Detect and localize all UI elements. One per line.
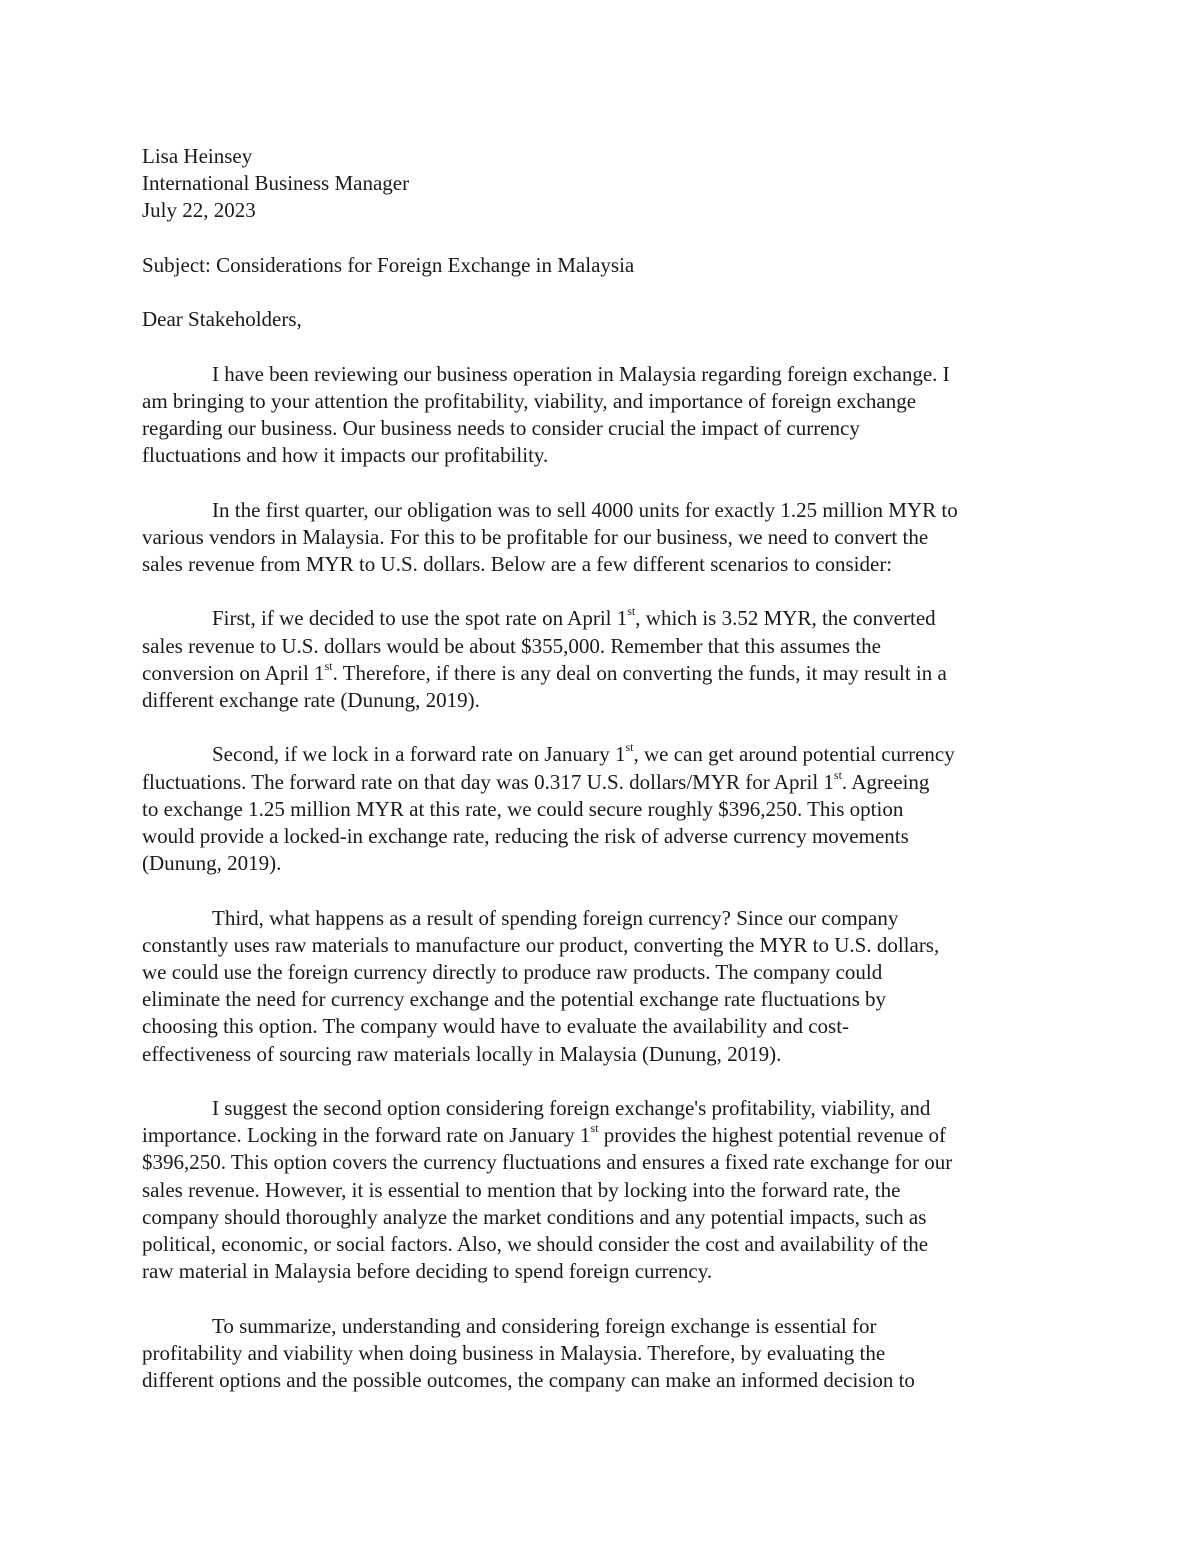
text-run: am bringing to your attention the profitability, viability, and importance of foreign exchange: [142, 388, 917, 413]
text-run: I suggest the second option considering foreign exchange's profitability, viability, and: [212, 1095, 931, 1120]
text-run: raw material in Malaysia before deciding to spend foreign currency.: [142, 1259, 713, 1284]
text-run: fluctuations. The forward rate on that day was 0.317 U.S. dollars/MYR for April 1: [142, 769, 834, 794]
text-run: would provide a locked-in exchange rate, reducing the risk of adverse currency movements: [142, 823, 909, 848]
spacer: [142, 469, 1058, 496]
text-run: , which is 3.52 MYR, the converted: [635, 606, 936, 631]
paragraph-line: [142, 741, 1058, 768]
text-run: sales revenue. However, it is essential to mention that by locking into the forward rate, the: [142, 1177, 901, 1202]
body-paragraph: [142, 1095, 1058, 1285]
text-run: regarding our business. Our business needs to consider crucial the impact of currency: [142, 415, 860, 440]
paragraph-line: [142, 605, 1058, 632]
paragraph-line: [142, 442, 1058, 469]
paragraph-line: [142, 1231, 1058, 1258]
text-run: To summarize, understanding and considering foreign exchange is essential for: [212, 1313, 877, 1338]
text-run: conversion on April 1: [142, 660, 325, 685]
text-run: choosing this option. The company would have to evaluate the availability and cost-: [142, 1014, 850, 1039]
text-run: various vendors in Malaysia. For this to be profitable for our business, we need to convert the: [142, 524, 929, 549]
text-run: sales revenue to U.S. dollars would be about $355,000. Remember that this assumes the: [142, 633, 881, 658]
text-run: eliminate the need for currency exchange and the potential exchange rate fluctuations by: [142, 987, 887, 1012]
ordinal-suffix: st: [590, 1121, 599, 1136]
body-paragraph: [142, 497, 1058, 579]
text-run: fluctuations and how it impacts our profitability.: [142, 443, 549, 468]
spacer: [142, 1285, 1058, 1312]
paragraph-line: [142, 1041, 1058, 1068]
body-paragraph: [142, 1313, 1058, 1395]
paragraph-line: [142, 796, 1058, 823]
text-run: different options and the possible outcomes, the company can make an informed decision to: [142, 1368, 915, 1392]
text-run: sales revenue from MYR to U.S. dollars. Below are a few different scenarios to consider:: [142, 551, 893, 576]
body-paragraph: [142, 361, 1058, 470]
paragraph-line: [142, 1340, 1058, 1367]
paragraph-line: [142, 986, 1058, 1013]
ordinal-suffix: st: [625, 740, 634, 755]
spacer: [142, 333, 1058, 360]
paragraph-line: [142, 1095, 1058, 1122]
text-run: different exchange rate (Dunung, 2019).: [142, 687, 480, 712]
paragraph-line: [142, 850, 1058, 877]
text-run: $396,250. This option covers the currency fluctuations and ensures a fixed rate exchange for our: [142, 1150, 953, 1175]
ordinal-suffix: st: [324, 658, 333, 673]
text-run: constantly uses raw materials to manufacture our product, converting the MYR to U.S. dollars,: [142, 932, 940, 957]
sender-title: International Business Manager: [142, 171, 410, 196]
spacer: [142, 877, 1058, 904]
sender-name: Lisa Heinsey: [142, 144, 253, 168]
text-run: we could use the foreign currency directly to produce raw products. The company could: [142, 959, 883, 984]
paragraph-line: [142, 932, 1058, 959]
paragraph-line: [142, 497, 1058, 524]
paragraph-line: [142, 1122, 1058, 1149]
paragraph-line: [142, 687, 1058, 714]
text-run: company should thoroughly analyze the market conditions and any potential impacts, such as: [142, 1204, 927, 1229]
paragraph-line: [142, 415, 1058, 442]
spacer: [142, 225, 1058, 252]
spacer: [142, 279, 1058, 306]
text-run: effectiveness of sourcing raw materials locally in Malaysia (Dunung, 2019).: [142, 1041, 782, 1066]
paragraph-line: [142, 1367, 1058, 1394]
spacer: [142, 578, 1058, 605]
body-paragraph: [142, 741, 1058, 877]
text-run: I have been reviewing our business operation in Malaysia regarding foreign exchange. I: [212, 361, 950, 386]
paragraph-line: [142, 1013, 1058, 1040]
letter-content: [142, 143, 1058, 1394]
subject-line: Subject: Considerations for Foreign Exchange in Malaysia: [142, 252, 635, 277]
text-run: political, economic, or social factors. Also, we should consider the cost and availability of the: [142, 1232, 929, 1256]
text-run: Third, what happens as a result of spending foreign currency? Since our company: [212, 905, 899, 930]
text-run: In the first quarter, our obligation was to sell 4000 units for exactly 1.25 million MYR to: [212, 497, 958, 522]
paragraph-line: [142, 551, 1058, 578]
letter-date: July 22, 2023: [142, 198, 256, 223]
text-run: (Dunung, 2019).: [142, 851, 282, 876]
paragraph-line: [142, 633, 1058, 660]
paragraph-line: [142, 905, 1058, 932]
ordinal-suffix: st: [627, 604, 636, 619]
salutation: Dear Stakeholders,: [142, 307, 302, 332]
paragraph-line: [142, 823, 1058, 850]
paragraph-line: [142, 361, 1058, 388]
body-paragraph: [142, 905, 1058, 1068]
ordinal-suffix: st: [833, 767, 842, 782]
paragraph-line: [142, 1313, 1058, 1340]
paragraph-line: [142, 1177, 1058, 1204]
text-run: provides the highest potential revenue of: [598, 1123, 947, 1148]
text-run: importance. Locking in the forward rate on January 1: [142, 1123, 591, 1148]
paragraph-line: [142, 769, 1058, 796]
paragraph-line: [142, 524, 1058, 551]
paragraph-line: [142, 1204, 1058, 1231]
letter-body: [142, 333, 1058, 1394]
text-run: to exchange 1.25 million MYR at this rate, we could secure roughly $396,250. This option: [142, 796, 904, 821]
text-run: , we can get around potential currency: [633, 742, 955, 767]
paragraph-line: [142, 959, 1058, 986]
text-run: profitability and viability when doing business in Malaysia. Therefore, by evaluating the: [142, 1340, 886, 1365]
spacer: [142, 1068, 1058, 1095]
text-run: . Agreeing: [841, 769, 930, 794]
body-paragraph: [142, 605, 1058, 714]
text-run: First, if we decided to use the spot rate on April 1: [212, 606, 628, 631]
text-run: . Therefore, if there is any deal on converting the funds, it may result in a: [332, 660, 947, 685]
paragraph-line: [142, 660, 1058, 687]
paragraph-line: [142, 388, 1058, 415]
text-run: Second, if we lock in a forward rate on January 1: [212, 742, 626, 767]
paragraph-line: [142, 1149, 1058, 1176]
paragraph-line: [142, 1258, 1058, 1285]
spacer: [142, 714, 1058, 741]
